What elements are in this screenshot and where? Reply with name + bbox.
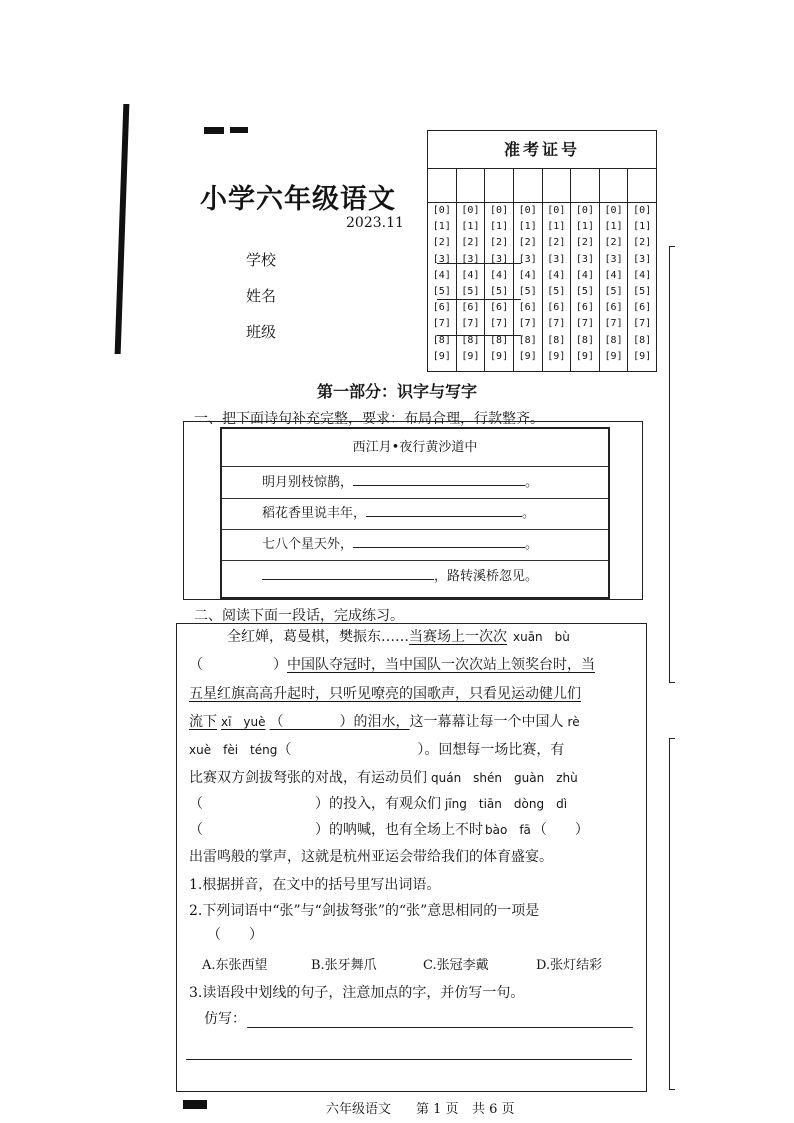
poem-line-2: 稻花香里说丰年， 。 xyxy=(222,499,608,530)
exam-digit-bubble[interactable]: [5] xyxy=(575,285,594,297)
passage-line-3: 五星红旗高高升起时，只听见嘹亮的国歌声，只看见运动健儿们 xyxy=(189,686,581,702)
side-bracket-tick xyxy=(669,682,675,683)
exam-number-write-cell[interactable] xyxy=(457,169,485,203)
part-title: 第一部分：识字与写字 xyxy=(316,382,477,401)
exam-digit-bubble[interactable]: [5] xyxy=(461,285,480,297)
exam-digit-bubble[interactable]: [9] xyxy=(633,350,652,362)
exam-digit-bubble[interactable]: [4] xyxy=(490,269,509,281)
question-2-heading: 二、阅读下面一段话，完成练习。 xyxy=(194,608,404,624)
exam-digit-bubble[interactable]: [0] xyxy=(547,205,566,216)
poem-blank-3[interactable] xyxy=(353,534,525,548)
exam-digit-bubble[interactable]: [4] xyxy=(633,269,652,281)
exam-number-column xyxy=(428,169,457,372)
exam-digit-bubble[interactable]: [2] xyxy=(604,237,623,249)
subquestion-1: 1.根据拼音，在文中的括号里写出词语。 xyxy=(189,877,441,893)
exam-digit-bubble[interactable]: [5] xyxy=(432,285,451,297)
exam-digit-bubble[interactable]: [9] xyxy=(432,350,451,362)
name-label: 姓名 xyxy=(246,287,277,305)
exam-digit-bubble[interactable]: [0] xyxy=(461,205,480,216)
exam-digit-bubble[interactable]: [7] xyxy=(547,318,566,330)
poem-line-4: ，路转溪桥忽见。 xyxy=(222,561,608,593)
exam-digit-bubble[interactable]: [0] xyxy=(604,205,623,216)
pinyin-xiyue: xī yuè xyxy=(221,715,266,729)
exam-digit-bubble[interactable]: [1] xyxy=(518,221,537,233)
subquestion-3: 3.读语段中划线的句子，注意加点的字，并仿写一句。 xyxy=(189,985,525,1001)
side-bracket xyxy=(669,246,670,683)
answer-paren[interactable]: （ ） xyxy=(189,822,329,838)
option-b[interactable]: B.张牙舞爪 xyxy=(311,958,377,973)
exam-digit-bubble[interactable]: [9] xyxy=(490,350,509,362)
exam-digit-bubble[interactable]: [3] xyxy=(547,253,566,265)
option-a[interactable]: A.东张西望 xyxy=(202,958,268,973)
exam-number-write-cell[interactable] xyxy=(428,169,456,203)
pinyin-re: rè xyxy=(567,715,580,729)
exam-digit-bubble[interactable]: [6] xyxy=(575,302,594,314)
poem-line-3: 七八个星天外， 。 xyxy=(222,530,608,561)
exam-digit-bubble[interactable]: [6] xyxy=(518,302,537,314)
exam-digit-bubble[interactable]: [8] xyxy=(461,334,480,346)
exam-digit-bubble[interactable]: [6] xyxy=(633,302,652,314)
exam-digit-bubble[interactable]: [5] xyxy=(490,285,509,297)
side-bracket-tick xyxy=(669,1089,675,1090)
passage-line-2: （ ）中国队夺冠时，当中国队一次次站上领奖台时，当 xyxy=(189,657,595,673)
exam-digit-bubble[interactable]: [2] xyxy=(518,237,537,249)
exam-digit-bubble[interactable]: [0] xyxy=(633,205,652,216)
exam-number-write-cell[interactable] xyxy=(543,169,571,203)
answer-paren[interactable]: （ ） xyxy=(189,796,329,812)
poem-line-1: 明月别枝惊鹊， 。 xyxy=(222,467,608,499)
footer-subject: 六年级语文 xyxy=(326,1102,392,1117)
exam-digit-bubble[interactable]: [1] xyxy=(604,221,623,233)
exam-digit-bubble[interactable]: [7] xyxy=(575,318,594,330)
exam-number-write-cell[interactable] xyxy=(514,169,542,203)
passage-line-4: 流下 xī yuè （ ）的泪水，这一幕幕让每一个中国人 rè xyxy=(189,714,580,730)
poem-title: 西江月•夜行黄沙道中 xyxy=(222,429,608,467)
answer-paren[interactable]: （ ） xyxy=(207,927,263,943)
exam-number-write-cell[interactable] xyxy=(485,169,513,203)
name-field[interactable] xyxy=(246,285,276,306)
class-field[interactable] xyxy=(246,321,276,342)
imitate-writing-line[interactable] xyxy=(186,1059,632,1060)
footer-page: 第 1 页 xyxy=(416,1102,459,1117)
exam-digit-bubble[interactable]: [4] xyxy=(518,269,537,281)
subquestion-2: 2.下列词语中“张”与“剑拔弩张”的“张”意思相同的一项是 xyxy=(189,903,540,919)
exam-number-title: 准考证号 xyxy=(428,131,656,169)
passage-line-6: 比赛双方剑拔弩张的对战，有运动员们 quán shén guàn zhù xyxy=(189,770,578,786)
exam-digit-bubble[interactable]: [8] xyxy=(575,334,594,346)
exam-digit-bubble[interactable]: [2] xyxy=(575,237,594,249)
exam-digit-bubble[interactable]: [5] xyxy=(547,285,566,297)
imitate-label: 仿写： xyxy=(204,1011,246,1027)
passage-line-5: xuè fèi téng（ ）。回想每一场比赛，有 xyxy=(189,742,565,758)
page-title: 小学六年级语文 xyxy=(200,184,396,215)
exam-digit-bubble[interactable]: [3] xyxy=(432,253,451,265)
exam-digit-bubble[interactable]: [1] xyxy=(432,221,451,233)
exam-digit-bubble[interactable]: [9] xyxy=(547,350,566,362)
school-field[interactable] xyxy=(246,249,276,270)
exam-digit-bubble[interactable]: [4] xyxy=(432,269,451,281)
exam-digit-bubble[interactable]: [5] xyxy=(633,285,652,297)
pinyin-xuanbu: xuān bù xyxy=(513,630,570,644)
exam-digit-bubble[interactable]: [8] xyxy=(547,334,566,346)
exam-digit-bubble[interactable]: [7] xyxy=(604,318,623,330)
answer-paren[interactable]: （ ） xyxy=(189,657,287,673)
exam-digit-bubble[interactable]: [6] xyxy=(547,302,566,314)
exam-digit-bubble[interactable]: [0] xyxy=(575,205,594,216)
passage-line-1: 全红婵，葛曼棋，樊振东……当赛场上一次次 xuān bù xyxy=(227,629,570,645)
exam-digit-bubble[interactable]: [6] xyxy=(490,302,509,314)
exam-digit-bubble[interactable]: [3] xyxy=(575,253,594,265)
exam-number-column xyxy=(571,169,600,372)
exam-digit-bubble[interactable]: [0] xyxy=(490,205,509,216)
exam-digit-bubble[interactable]: [7] xyxy=(461,318,480,330)
exam-number-column xyxy=(628,169,656,372)
exam-digit-bubble[interactable]: [8] xyxy=(432,334,451,346)
pinyin-xuefeiteng: xuè fèi téng xyxy=(189,743,278,757)
exam-digit-bubble[interactable]: [9] xyxy=(604,350,623,362)
exam-number-column xyxy=(543,169,572,372)
exam-digit-bubble[interactable]: [3] xyxy=(461,253,480,265)
side-bracket-tick xyxy=(669,738,675,739)
exam-digit-bubble[interactable]: [1] xyxy=(461,221,480,233)
exam-digit-bubble[interactable]: [2] xyxy=(432,237,451,249)
exam-date: 2023.11 xyxy=(346,215,404,231)
exam-number-write-cell[interactable] xyxy=(628,169,656,203)
exam-digit-bubble[interactable]: [9] xyxy=(461,350,480,362)
exam-number-columns xyxy=(428,169,656,372)
exam-digit-bubble[interactable]: [1] xyxy=(633,221,652,233)
scan-mark xyxy=(204,127,224,134)
exam-digit-bubble[interactable]: [4] xyxy=(461,269,480,281)
school-label: 学校 xyxy=(246,251,277,269)
exam-digit-bubble[interactable]: [0] xyxy=(518,205,537,216)
exam-digit-bubble[interactable]: [6] xyxy=(461,302,480,314)
pinyin-baofa: bào fā xyxy=(485,823,531,837)
passage-line-9: 出雷鸣般的掌声，这就是杭州亚运会带给我们的体育盛宴。 xyxy=(189,849,553,865)
question-1-heading: 一、把下面诗句补充完整，要求：布局合理，行款整齐。 xyxy=(194,411,544,427)
exam-digit-bubble[interactable]: [1] xyxy=(490,221,509,233)
exam-digit-bubble[interactable]: [3] xyxy=(604,253,623,265)
imitate-writing-line[interactable] xyxy=(247,1027,633,1028)
exam-digit-bubble[interactable]: [4] xyxy=(604,269,623,281)
exam-digit-bubble[interactable]: [2] xyxy=(461,237,480,249)
exam-digit-bubble[interactable]: [2] xyxy=(633,237,652,249)
exam-number-column xyxy=(514,169,543,372)
exam-number-box xyxy=(427,130,657,372)
poem-blank-1[interactable] xyxy=(353,472,525,486)
exam-digit-bubble[interactable]: [7] xyxy=(633,318,652,330)
exam-number-column xyxy=(600,169,629,372)
exam-digit-bubble[interactable]: [8] xyxy=(490,334,509,346)
poem-inner-box xyxy=(220,427,610,599)
exam-digit-bubble[interactable]: [6] xyxy=(604,302,623,314)
answer-paren[interactable]: （ ） xyxy=(532,822,589,838)
exam-digit-bubble[interactable]: [2] xyxy=(547,237,566,249)
exam-number-column xyxy=(457,169,486,372)
exam-digit-bubble[interactable]: [7] xyxy=(518,318,537,330)
exam-number-write-cell[interactable] xyxy=(600,169,628,203)
exam-digit-bubble[interactable]: [2] xyxy=(490,237,509,249)
exam-digit-bubble[interactable]: [6] xyxy=(432,302,451,314)
option-c[interactable]: C.张冠李戴 xyxy=(423,958,489,973)
exam-digit-bubble[interactable]: [7] xyxy=(490,318,509,330)
exam-digit-bubble[interactable]: [9] xyxy=(518,350,537,362)
class-label: 班级 xyxy=(246,323,277,341)
exam-digit-bubble[interactable]: [4] xyxy=(547,269,566,281)
side-bracket-tick xyxy=(669,246,675,247)
exam-digit-bubble[interactable]: [1] xyxy=(575,221,594,233)
exam-digit-bubble[interactable]: [8] xyxy=(518,334,537,346)
footer-total: 共 6 页 xyxy=(472,1102,515,1117)
binding-bar xyxy=(115,104,130,354)
exam-digit-bubble[interactable]: [3] xyxy=(490,253,509,265)
exam-digit-bubble[interactable]: [8] xyxy=(604,334,623,346)
passage-line-7: （ ）的投入，有观众们 jīng tiān dòng dì xyxy=(189,796,568,812)
side-bracket xyxy=(669,738,670,1090)
exam-number-write-cell[interactable] xyxy=(571,169,599,203)
exam-digit-bubble[interactable]: [3] xyxy=(518,253,537,265)
exam-digit-bubble[interactable]: [8] xyxy=(633,334,652,346)
exam-digit-bubble[interactable]: [3] xyxy=(633,253,652,265)
exam-digit-bubble[interactable]: [1] xyxy=(547,221,566,233)
pinyin-quanshenguanzhu: quán shén guàn zhù xyxy=(431,771,578,785)
exam-digit-bubble[interactable]: [5] xyxy=(604,285,623,297)
pinyin-jingtiandongdi: jīng tiān dòng dì xyxy=(445,797,568,811)
answer-paren[interactable]: （ ） xyxy=(277,742,425,758)
answer-paren[interactable]: （ ） xyxy=(269,714,354,730)
scan-mark xyxy=(230,127,248,133)
poem-blank-2[interactable] xyxy=(366,503,522,517)
exam-number-column xyxy=(485,169,514,372)
exam-digit-bubble[interactable]: [5] xyxy=(518,285,537,297)
exam-digit-bubble[interactable]: [9] xyxy=(575,350,594,362)
option-d[interactable]: D.张灯结彩 xyxy=(536,958,603,973)
exam-digit-bubble[interactable]: [0] xyxy=(432,205,451,216)
footer-scan-mark xyxy=(183,1100,207,1109)
poem-blank-4[interactable] xyxy=(262,566,434,580)
exam-digit-bubble[interactable]: [7] xyxy=(432,318,451,330)
passage-line-8: （ ）的呐喊，也有全场上不时 bào fā （ ） xyxy=(189,822,589,838)
exam-digit-bubble[interactable]: [4] xyxy=(575,269,594,281)
